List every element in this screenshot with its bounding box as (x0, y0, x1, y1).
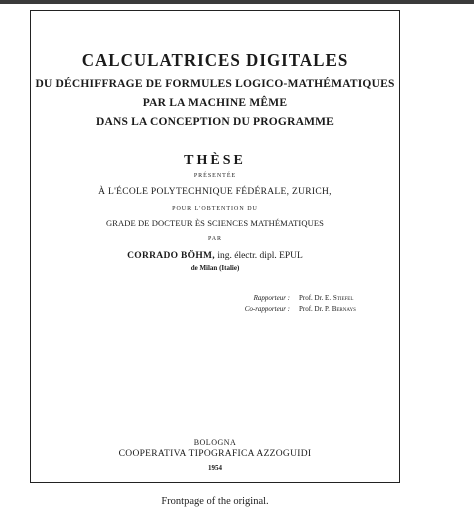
author-line (31, 251, 399, 261)
co-rapporteur-role: Co-rapporteur : (244, 305, 290, 313)
co-rapporteur-surname: Bernays (331, 305, 356, 313)
author-origin: de Milan (Italie) (190, 264, 240, 272)
rapporteur-name-prefix: Prof. Dr. E. (299, 294, 332, 302)
document-title: CALCULATRICES DIGITALES (81, 50, 349, 71)
author-name: CORRADO BÖHM, (127, 251, 215, 261)
presentee-text: PRÉSENTÉE (193, 173, 237, 179)
co-rapporteur-name-prefix: Prof. Dr. P. (299, 305, 330, 313)
co-rapporteur-name (299, 305, 356, 313)
document-page (30, 10, 400, 483)
city-text: BOLOGNA (193, 438, 237, 447)
these-heading: THÈSE (184, 153, 246, 168)
par-text: PAR (207, 236, 223, 242)
subtitle-line-2: PAR LA MACHINE MÊME (142, 97, 288, 109)
publisher-text: COOPERATIVA TIPOGRAFICA AZZOGUIDI (118, 449, 312, 459)
year-text: 1954 (208, 464, 222, 472)
rapporteur-surname: Stiefel (332, 294, 354, 302)
subtitle-line-1: DU DÉCHIFFRAGE DE FORMULES LOGICO-MATHÉMATIQUES (35, 78, 395, 90)
subtitle-line-3: DANS LA CONCEPTION DU PROGRAMME (95, 116, 335, 128)
ecole-text: À L'ÉCOLE POLYTECHNIQUE FÉDÉRALE, ZURICH, (98, 187, 332, 197)
top-border-bar (0, 0, 474, 4)
rapporteur-name (299, 294, 353, 302)
rapporteur-role: Rapporteur : (253, 294, 290, 302)
obtention-text: POUR L'OBTENTION DU (172, 206, 258, 212)
figure-caption: Frontpage of the original. (161, 496, 269, 507)
grade-text: GRADE DE DOCTEUR ÈS SCIENCES MATHÉMATIQUES (106, 218, 324, 228)
author-credentials: ing. électr. dipl. EPUL (217, 251, 303, 261)
